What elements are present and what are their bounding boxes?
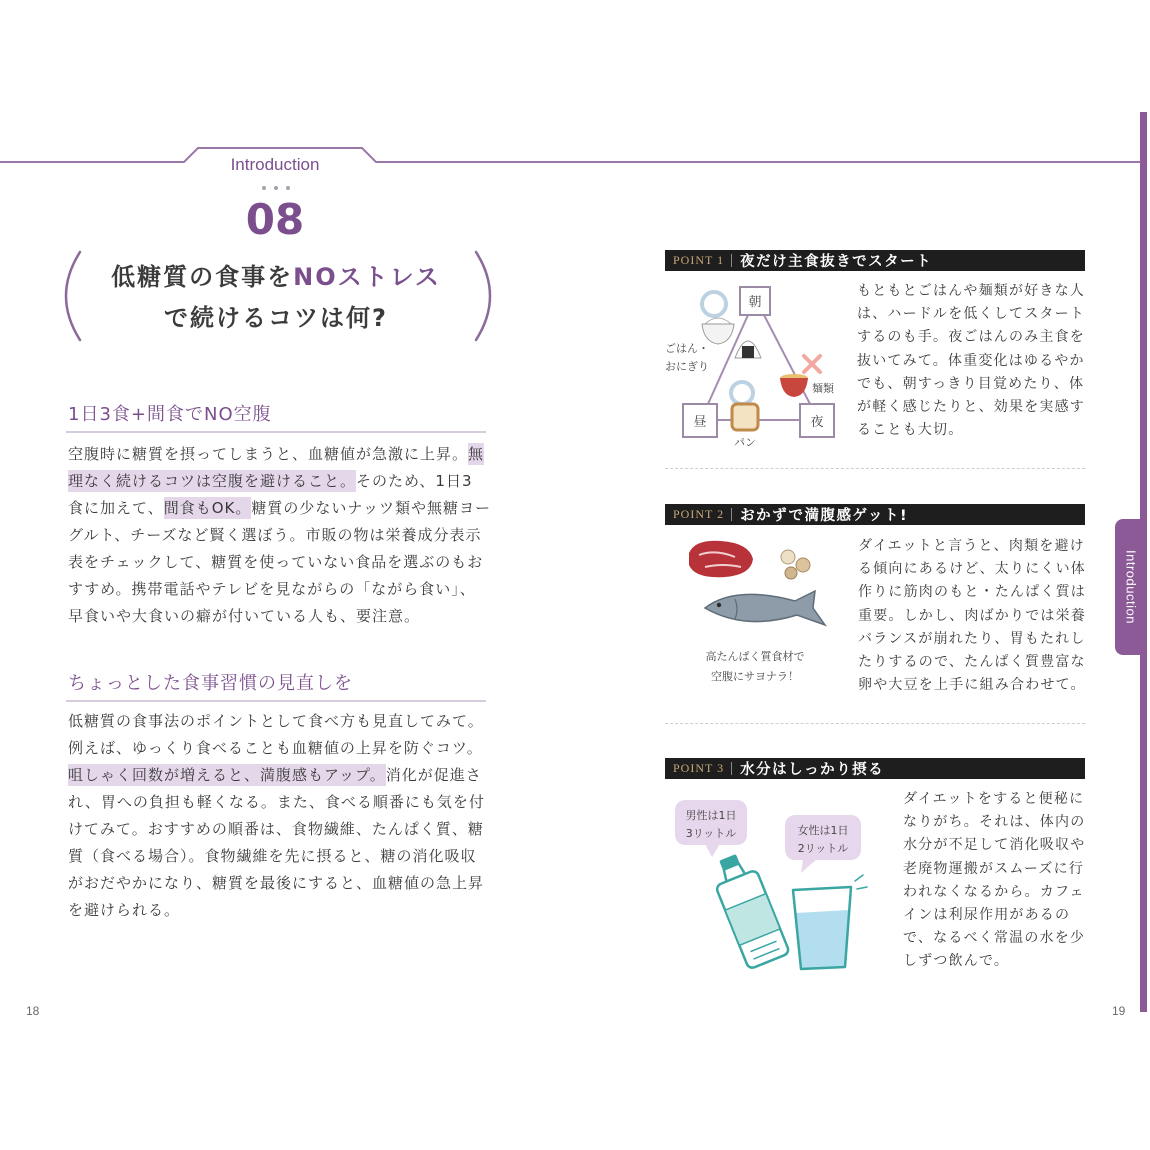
fish-icon bbox=[705, 591, 825, 625]
text-line bbox=[68, 762, 498, 789]
meal-timing-diagram bbox=[660, 278, 845, 450]
text-segment: けてみて。おすすめの順番は、食物繊維、たんぱく質、糖 bbox=[68, 820, 484, 838]
point-3-label: POINT 3 bbox=[673, 761, 725, 775]
text-segment: ることも大切。 bbox=[857, 422, 964, 439]
text-segment: 抜いてみて。体重変化はゆるやか bbox=[857, 352, 1085, 369]
highlighted-text: 間食もOK。 bbox=[163, 499, 252, 517]
section-heading-2: ちょっとした食事習慣の見直しを bbox=[68, 673, 353, 694]
point-3-body bbox=[903, 788, 1085, 974]
left-parenthesis bbox=[66, 252, 80, 340]
text-segment: 例えば、ゆっくり食べることも血糖値の上昇を防ぐコツ。 bbox=[68, 739, 483, 757]
text-segment: を避けられる。 bbox=[68, 901, 181, 919]
text-line bbox=[857, 280, 1085, 303]
text-segment: 早食いや大食いの癖が付いている人も、要注意。 bbox=[68, 607, 421, 625]
speech-bubble-men bbox=[675, 800, 747, 857]
text-segment: なりがち。それは、体内の bbox=[903, 814, 1086, 831]
text-segment: 食に加えて、 bbox=[68, 499, 164, 517]
text-line bbox=[858, 674, 1086, 697]
point-3-title: 水分はしっかり摂る bbox=[740, 762, 885, 778]
text-segment: そのため、1日3 bbox=[356, 472, 473, 490]
point-1-title: 夜だけ主食抜きでスタート bbox=[740, 254, 933, 270]
text-segment: 重要。しかし、肉ばかりでは栄養 bbox=[858, 607, 1086, 624]
water-bottle-icon bbox=[707, 849, 790, 969]
svg-text:男性は1日: 男性は1日 bbox=[685, 809, 737, 822]
night-box bbox=[800, 404, 834, 437]
text-segment: が軽く感じたりと、効果を実感す bbox=[857, 399, 1085, 416]
section-rule-2 bbox=[66, 700, 486, 702]
text-line bbox=[68, 843, 498, 870]
water-glass-icon bbox=[793, 875, 867, 969]
section-rule-1 bbox=[66, 431, 486, 433]
text-line bbox=[858, 535, 1086, 558]
text-line bbox=[857, 419, 1085, 442]
text-segment: でも、朝すっきり目覚めたり、体 bbox=[857, 375, 1085, 392]
point-2-body bbox=[858, 535, 1086, 697]
onigiri-icon bbox=[735, 341, 761, 358]
cross-mark-icon bbox=[804, 356, 820, 372]
text-segment: インは利尿作用があるの bbox=[903, 907, 1071, 924]
plate-icon bbox=[702, 292, 726, 316]
text-segment: ダイエットをすると便秘に bbox=[903, 791, 1085, 807]
text-segment: グルト、チーズなど賢く選ぼう。市販の物は栄養成分表示 bbox=[68, 526, 482, 544]
text-segment: バランスが崩れたり、胃もたれし bbox=[858, 630, 1086, 647]
plate-icon bbox=[731, 382, 753, 404]
text-segment: われなくなるから。カフェ bbox=[903, 883, 1085, 900]
text-segment: で、なるべく常温の水を少 bbox=[903, 930, 1086, 947]
text-line bbox=[858, 628, 1086, 651]
noodles-label: 麺類 bbox=[812, 382, 834, 395]
caption-line-1: 高たんぱく質食材で bbox=[705, 650, 805, 663]
point-1-label: POINT 1 bbox=[673, 253, 725, 267]
highlighted-text: 無 bbox=[468, 445, 485, 463]
text-line bbox=[68, 603, 498, 630]
ornament-dots bbox=[262, 186, 290, 191]
svg-text:朝: 朝 bbox=[748, 295, 762, 310]
text-segment: 低糖質の食事法のポイントとして食べ方も見直してみて。 bbox=[68, 712, 484, 730]
text-line bbox=[858, 651, 1086, 674]
svg-text:2リットル: 2リットル bbox=[797, 842, 849, 855]
page-title-line-1 bbox=[80, 262, 472, 292]
text-line bbox=[68, 576, 498, 603]
meat-icon bbox=[689, 541, 753, 578]
text-line bbox=[857, 396, 1085, 419]
page-title-line-2: で続けるコツは何? bbox=[164, 304, 388, 332]
text-line bbox=[903, 881, 1085, 904]
point-separator bbox=[731, 508, 732, 521]
chapter-number: 08 bbox=[245, 195, 305, 244]
text-line bbox=[68, 789, 498, 816]
text-segment: 水分が不足して消化吸収や bbox=[903, 837, 1086, 854]
point-2-label: POINT 2 bbox=[673, 507, 725, 521]
text-line bbox=[857, 303, 1085, 326]
rice-label-2: おにぎり bbox=[665, 360, 709, 373]
section-body-2 bbox=[68, 708, 498, 924]
highlighted-text: 理なく続けるコツは空腹を避けること。 bbox=[68, 472, 357, 490]
text-line bbox=[68, 816, 498, 843]
text-line bbox=[68, 549, 498, 576]
text-segment: 糖質の少ないナッツ類や無糖ヨー bbox=[251, 499, 492, 517]
point-2-title: おかずで満腹感ゲット! bbox=[740, 508, 909, 524]
text-line bbox=[903, 811, 1085, 834]
protein-foods-illustration bbox=[665, 535, 845, 685]
title-text: 低糖質の食事を bbox=[111, 263, 294, 291]
text-line bbox=[857, 373, 1085, 396]
text-segment: するのも手。夜ごはんのみ主食を bbox=[857, 329, 1085, 346]
text-line bbox=[903, 788, 1085, 811]
text-line bbox=[68, 735, 498, 762]
page-number-left: 18 bbox=[26, 1004, 40, 1018]
svg-text:3リットル: 3リットル bbox=[685, 827, 737, 840]
highlighted-text: 咀しゃく回数が増えると、満腹感もアップ。 bbox=[68, 766, 386, 784]
bread-icon bbox=[732, 404, 758, 430]
noon-box bbox=[683, 404, 717, 437]
text-line bbox=[858, 558, 1086, 581]
text-segment: 空腹時に糖質を摂ってしまうと、血糖値が急激に上昇。 bbox=[68, 445, 469, 463]
text-line bbox=[857, 326, 1085, 349]
text-line bbox=[903, 927, 1085, 950]
caption-line-2: 空腹にサヨナラ！ bbox=[711, 670, 799, 683]
top-rule-with-tab bbox=[0, 140, 1150, 170]
section-heading-1: 1日3食+間食でNO空腹 bbox=[68, 404, 272, 425]
svg-text:昼: 昼 bbox=[693, 415, 707, 430]
text-segment: 消化が促進さ bbox=[385, 766, 482, 784]
text-line bbox=[68, 468, 498, 495]
morning-box bbox=[740, 287, 770, 315]
text-segment: がおだやかになり、糖質を最後にすると、血糖値の急上昇 bbox=[68, 874, 485, 892]
point-3-header bbox=[665, 758, 1085, 779]
text-line bbox=[68, 897, 498, 924]
point-divider-1 bbox=[665, 468, 1085, 469]
text-segment: 卵や大豆を上手に組み合わせて。 bbox=[858, 677, 1086, 694]
text-line bbox=[68, 870, 498, 897]
rice-bowl-icon bbox=[702, 318, 734, 344]
svg-text:女性は1日: 女性は1日 bbox=[797, 824, 849, 837]
text-segment: る傾向にあるけど、太りにくい体 bbox=[858, 561, 1086, 578]
text-segment: 老廃物運搬がスムーズに行 bbox=[903, 860, 1084, 877]
text-line bbox=[903, 858, 1085, 881]
point-separator bbox=[731, 762, 732, 775]
svg-text:夜: 夜 bbox=[810, 415, 824, 430]
chapter-tab-label: Introduction bbox=[230, 155, 320, 174]
text-line bbox=[68, 441, 498, 468]
egg-icon bbox=[781, 550, 810, 579]
bread-label: パン bbox=[734, 436, 756, 449]
speech-bubble-women bbox=[785, 815, 861, 873]
text-line bbox=[68, 495, 498, 522]
point-2-header bbox=[665, 504, 1085, 525]
text-segment: 表をチェックして、糖質を使っていない食品を選ぶのもお bbox=[68, 553, 484, 571]
text-segment: しずつ飲んで。 bbox=[903, 953, 1010, 970]
water-intake-illustration bbox=[665, 795, 885, 980]
text-segment: 作りに筋肉のもと・たんぱく質は bbox=[858, 584, 1086, 601]
title-accent-text: NOストレス bbox=[293, 263, 441, 291]
text-line bbox=[858, 581, 1086, 604]
side-tab-label: Introduction bbox=[1123, 550, 1139, 624]
text-segment: 質（食べる場合）。食物繊維を先に摂ると、糖の消化吸収 bbox=[68, 847, 477, 865]
page-number-right: 19 bbox=[1112, 1004, 1126, 1018]
point-separator bbox=[731, 254, 732, 267]
text-line bbox=[68, 522, 498, 549]
text-line bbox=[903, 904, 1085, 927]
text-line bbox=[857, 350, 1085, 373]
point-divider-2 bbox=[665, 723, 1085, 724]
text-line bbox=[858, 605, 1086, 628]
text-line bbox=[903, 834, 1085, 857]
text-segment: もともとごはんや麺類が好きな人 bbox=[857, 283, 1085, 299]
rice-label-1: ごはん・ bbox=[665, 342, 709, 355]
point-1-body bbox=[857, 280, 1085, 442]
text-segment: れ、胃への負担も軽くなる。また、食べる順番にも気を付 bbox=[68, 793, 485, 811]
right-parenthesis bbox=[476, 252, 490, 340]
text-segment: すすめ。携帯電話やテレビを見ながらの「ながら食い」、 bbox=[68, 580, 476, 598]
section-body-1 bbox=[68, 441, 498, 630]
text-segment: は、ハードルを低くしてスタート bbox=[857, 306, 1085, 323]
side-tab bbox=[1115, 519, 1147, 655]
text-line bbox=[68, 708, 498, 735]
text-line bbox=[903, 950, 1085, 973]
text-segment: ダイエットと言うと、肉類を避け bbox=[858, 538, 1085, 554]
text-segment: たりするので、たんぱく質豊富な bbox=[858, 654, 1086, 671]
point-1-header bbox=[665, 250, 1085, 271]
